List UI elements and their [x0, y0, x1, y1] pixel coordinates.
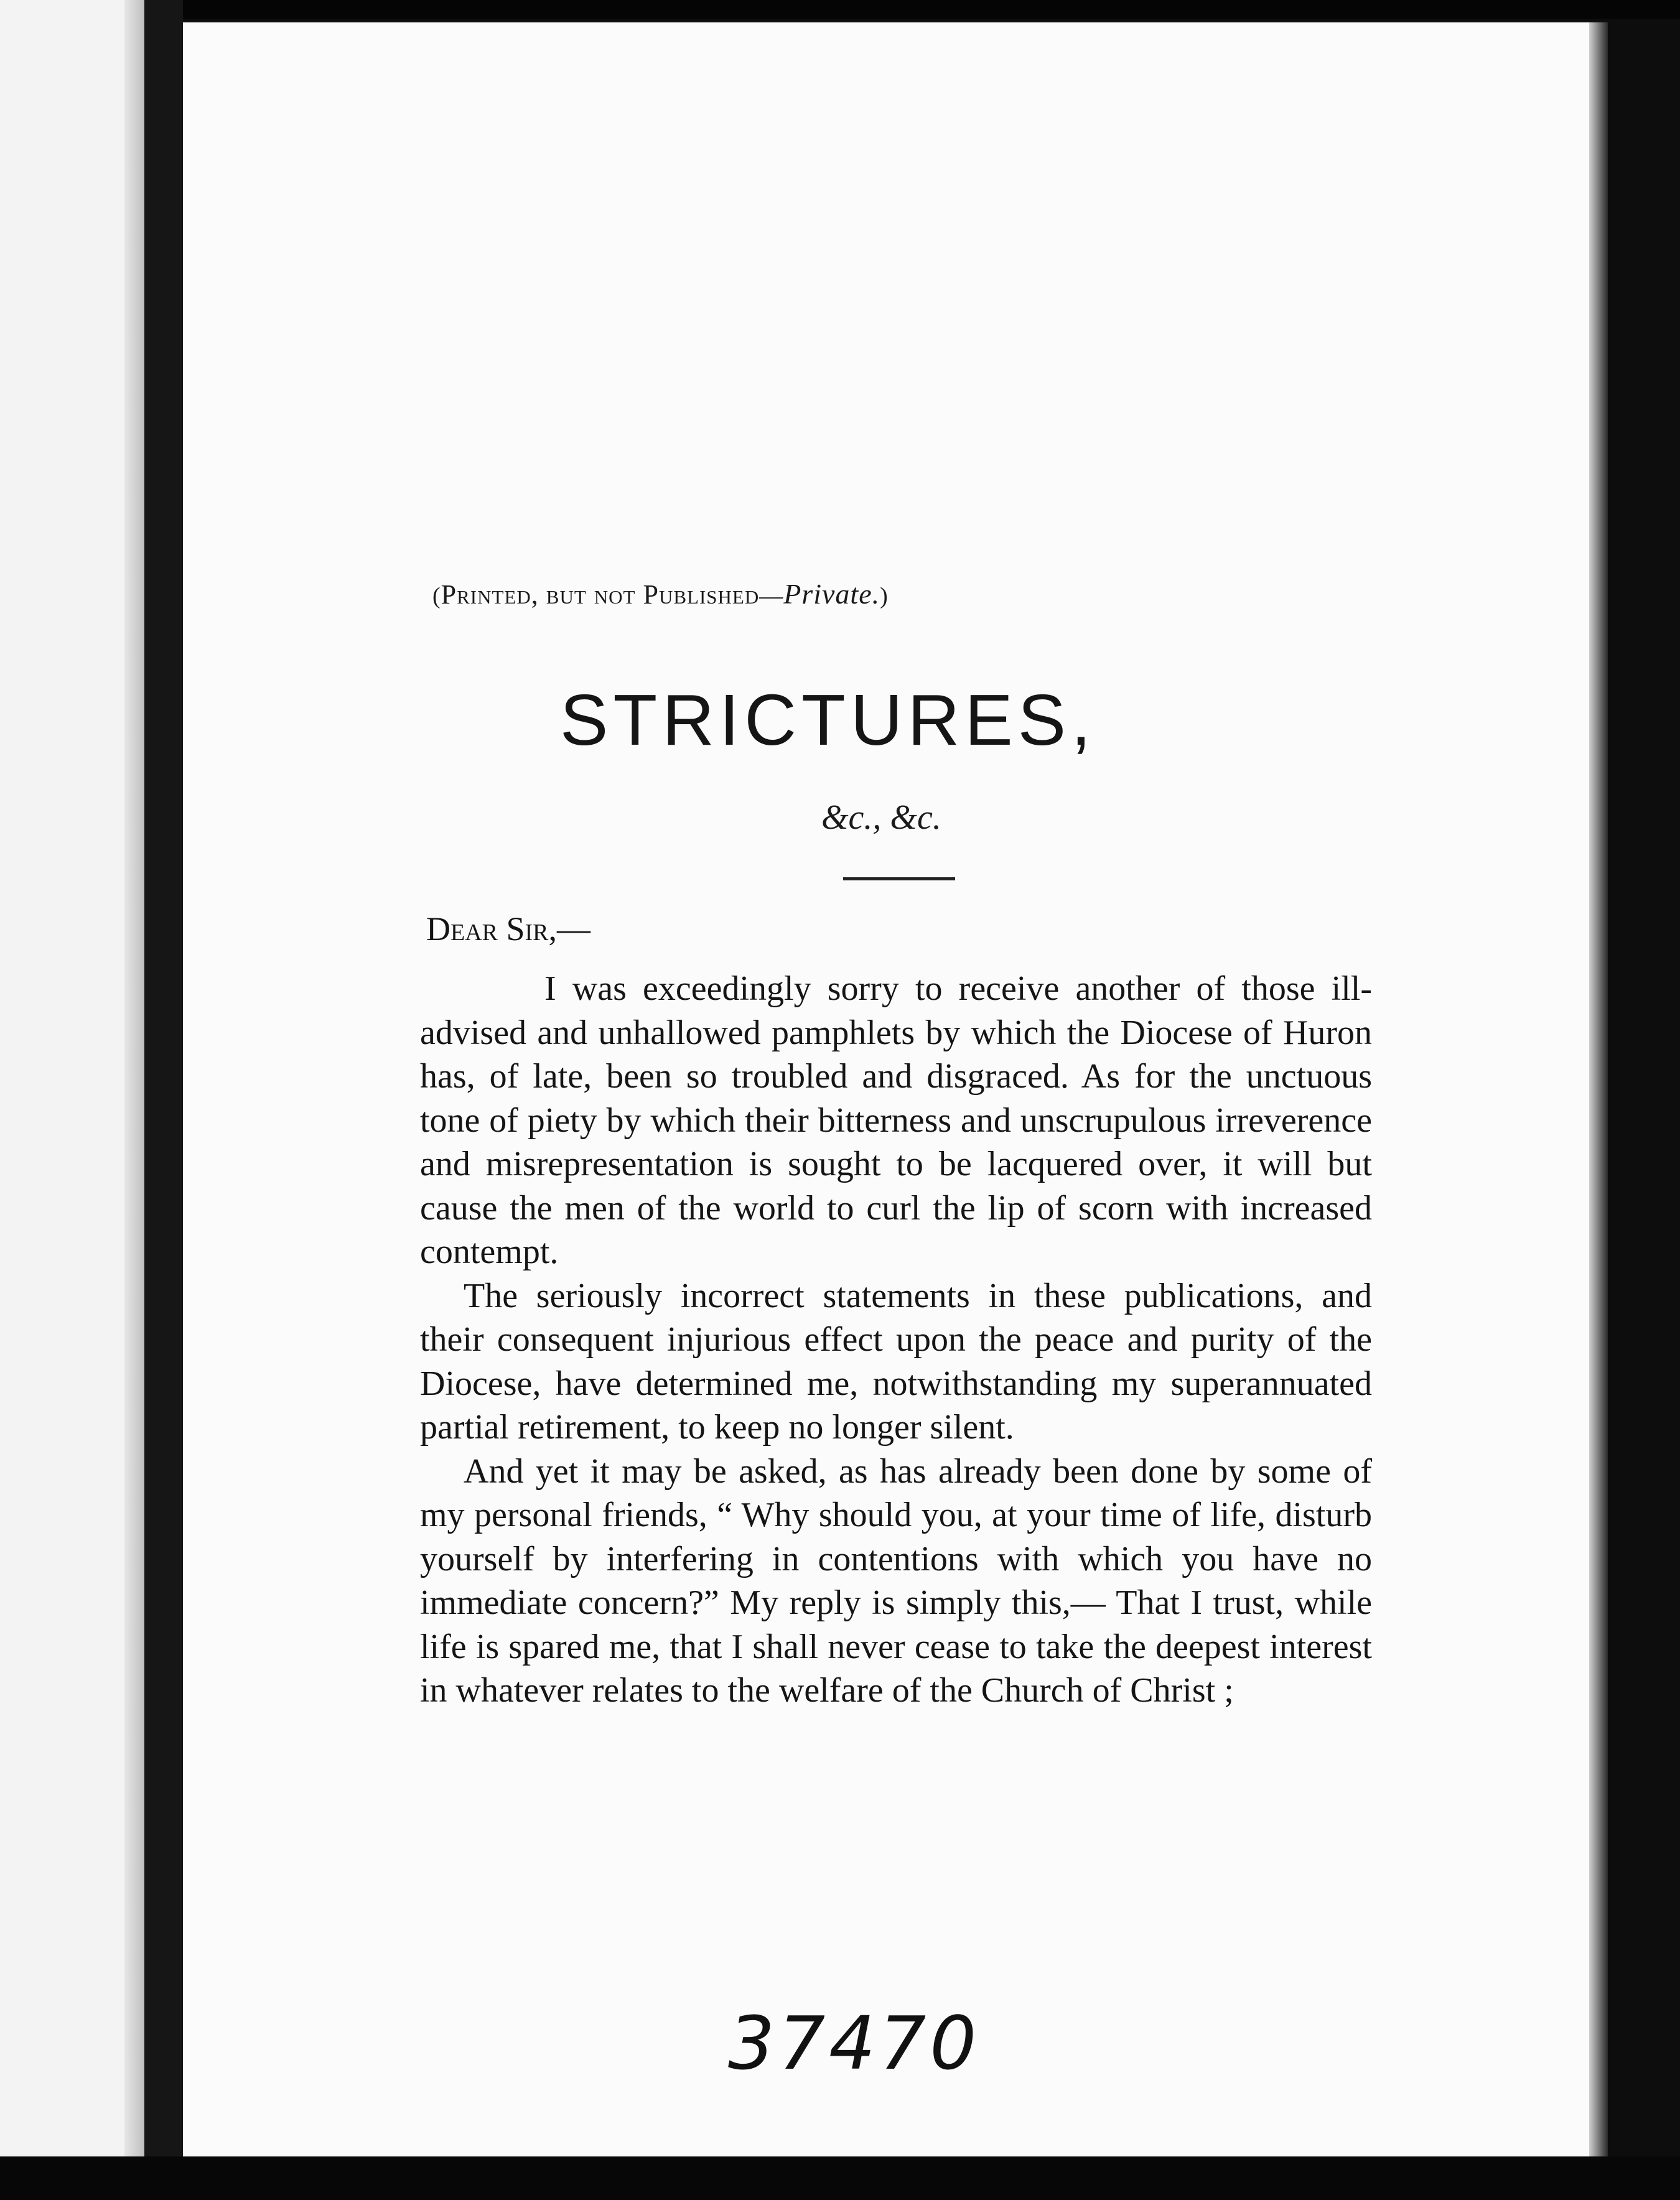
paragraph: The seriously incorrect statements in these publications, and their consequent injurious effect upon the peace and purity of the Diocese, have determined me, notwithstanding my superannuated partial retirement, to keep no longer silent. [420, 1276, 1372, 1447]
header-note-private: Private. [783, 578, 880, 610]
header-note-printed: Printed, but not Published [441, 579, 760, 610]
film-border-top [0, 0, 1680, 19]
header-note-close: ) [880, 583, 889, 609]
header-note-dash: — [759, 583, 784, 609]
handwritten-catalog-number: 37470 [728, 2000, 981, 2086]
title-rule [843, 877, 955, 880]
header-note-open: ( [432, 583, 441, 609]
body-text [420, 967, 1372, 1713]
document-subtitle: &c., &c. [821, 798, 941, 837]
paragraph: I was exceedingly sorry to receive another of those ill-advised and unhallowed pamphlets by which the Diocese of Huron has, of late, been so troubled and disgraced. As for the unctuous tone of piety by which their bitterness and unscrupulous irreverence and misrepresentation is sought to be lacquered over, it will but cause the men of the world to curl the lip of scorn with increased contempt. [420, 969, 1372, 1271]
book-spine [144, 0, 183, 2200]
facing-page-edge [0, 0, 144, 2200]
salutation-text: Dear Sir,— [426, 910, 591, 948]
document-title: STRICTURES, [560, 679, 1096, 760]
facing-page-shadow [124, 0, 146, 2200]
paragraph: And yet it may be asked, as has already been done by some of my personal friends, “ Why should you, at your time of life, disturb yourself by interfering in contentions with which you have no immediate concern?” My reply is simply this,— That I trust, while life is spared me, that I shall never cease to take the deepest interest in whatever relates to the welfare of the Church of Christ ; [420, 1452, 1372, 1710]
film-border-bottom [0, 2156, 1680, 2200]
salutation [426, 910, 590, 948]
page-right-edge [1589, 22, 1608, 2156]
header-note [432, 577, 1366, 610]
